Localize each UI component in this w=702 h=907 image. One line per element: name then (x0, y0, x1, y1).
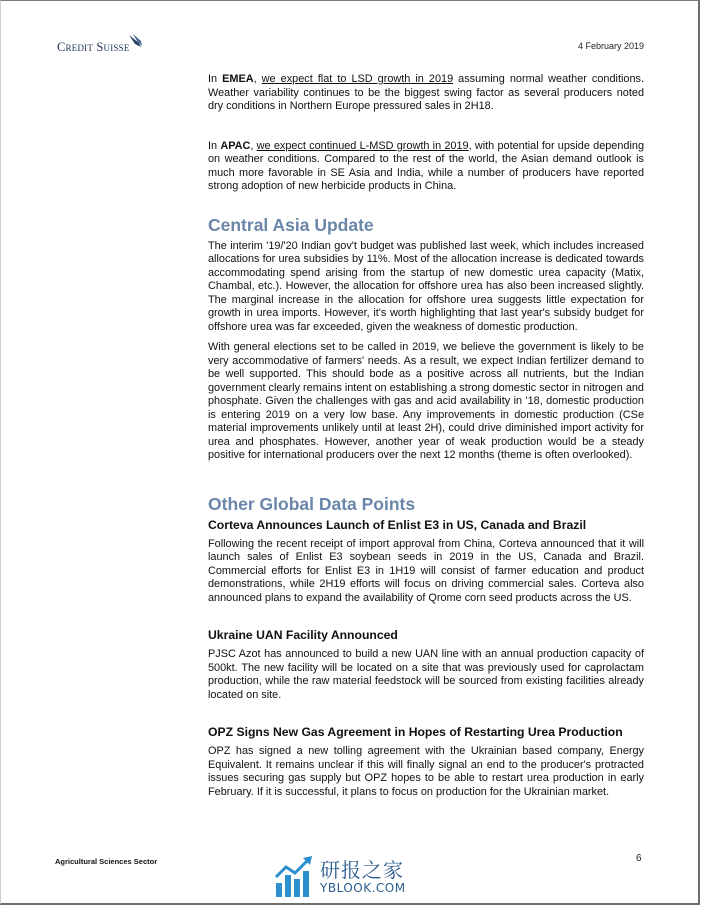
emea-label: EMEA (222, 73, 254, 85)
central-asia-heading: Central Asia Update (208, 214, 374, 235)
footer-sector: Agricultural Sciences Sector (55, 857, 158, 866)
yblook-watermark (274, 855, 406, 899)
sail-icon (127, 33, 143, 49)
opz-subheading: OPZ Signs New Gas Agreement in Hopes of Restarting Urea Production (208, 725, 623, 739)
credit-suisse-logo (57, 33, 143, 53)
emea-key-point: we expect flat to LSD growth in 2019 (261, 73, 454, 85)
page-number: 6 (636, 853, 642, 864)
ukraine-uan-subheading: Ukraine UAN Facility Announced (208, 628, 398, 642)
corteva-subheading: Corteva Announces Launch of Enlist E3 in US, Canada and Brazil (208, 517, 587, 532)
emea-paragraph: In EMEA, we expect flat to LSD growth in 2019 assuming normal weather conditions. Weather variability continues to be the biggest swing factor as several producers noted dry conditions in Northern Europe pressured sales in 2H18. (208, 73, 645, 112)
report-date: 4 February 2019 (577, 41, 644, 51)
logo-text: Credit Suisse (57, 40, 130, 54)
apac-paragraph: In APAC, we expect continued L-MSD growth in 2019, with potential for upside depending on weather conditions. Compared to the rest of the world, the Asian demand outlook is much more favorable in SE Asia and India, while a number of producers have reported strong adoption of new herbicide products in China. (208, 139, 645, 192)
apac-key-point: we expect continued L-MSD growth in 2019 (256, 139, 469, 152)
watermark-url: YBLOOK.COM (320, 881, 406, 895)
corteva-paragraph: Following the recent receipt of import approval from China, Corteva announced that it will launch sales of Enlist E3 soybean seeds in 2019 in the US, Canada and Brazil. Commercial efforts for Enlist E3 in 1H19 will consist of farmer education and product demonstrations, while 2H19 efforts will focus on driving commercial sales. Corteva also announced plans to expand the availability of Qrome corn seed products across the US. (208, 537, 644, 604)
central-asia-paragraph-1: The interim '19/'20 Indian gov't budget was published last week, which includes increased allocations for urea subsidies by 11%. Most of the allocation increase is dedicated towards accommodating spend arising from the startup of new domestic urea capacity (Matix, Chambal, etc.). However, the allocation for offshore urea has also been increased slightly. The marginal increase in the allocation for offshore urea suggests little expectation for growth in urea imports. However, it's worth highlighting that last year's subsidy budget for offshore urea was far exceeded, given the weakness of domestic production. (208, 239, 644, 333)
apac-label: APAC (220, 139, 251, 152)
central-asia-paragraph-2: With general elections set to be called in 2019, we believe the government is likely to be very accommodative of farmers' needs. As a result, we expect Indian fertilizer demand to be well supported. This should bode as a positive across all nutrients, but the Indian government clearly remains intent on establishing a strong domestic sector in nitrogen and phosphate. Given the challenges with gas and acid availability in '18, domestic production is entering 2019 on a very low base. Any improvements in domestic production (CSe material improvements unlikely until at least 2H), could drive diminished import activity for urea and phosphates. However, another year of weak production would be a steady positive for international producers over the next 12 months (theme is often overlooked). (208, 341, 644, 461)
bar-chart-arrow-icon (274, 855, 314, 899)
other-global-heading: Other Global Data Points (208, 493, 416, 514)
watermark-chinese: 研报之家 (320, 858, 404, 882)
opz-paragraph: OPZ has signed a new tolling agreement with the Ukrainian based company, Energy Equivalent. It remains unclear if this will finally signal an end to the producer's protracted issues securing gas supply but OPZ hopes to be able to restart urea production in early February. If it is successful, it plans to focus on production for the Ukrainian market. (208, 745, 644, 798)
ukraine-uan-paragraph: PJSC Azot has announced to build a new UAN line with an annual production capacity of 500kt. The new facility will be located on a site that was previously used for caprolactam production, while the raw material feedstock will be sourced from existing facilities already located on site. (208, 648, 644, 701)
document-body (208, 73, 644, 799)
